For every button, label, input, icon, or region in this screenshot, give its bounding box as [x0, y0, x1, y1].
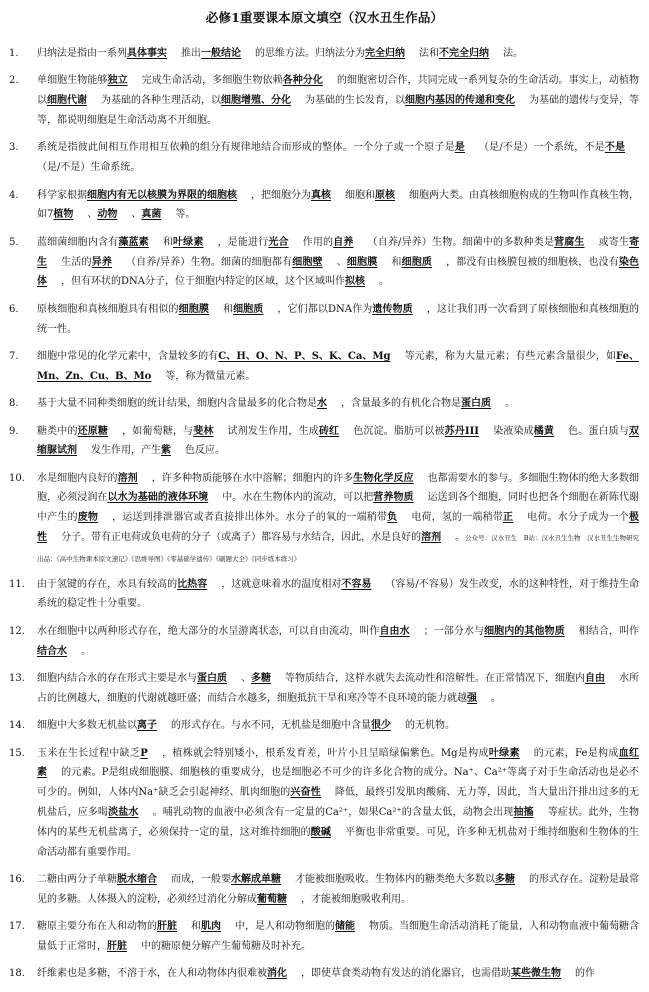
answer-blank: 营腐生	[554, 236, 585, 248]
answer-blank: 不完全归纳	[439, 48, 489, 59]
item-text: 平衡也非常重要。可见，许多种无机盐对于维持细胞和生物体的生命活动都有重要作用。	[37, 826, 640, 858]
list-item	[9, 422, 639, 462]
answer-blank: 营养物质	[373, 492, 414, 504]
answer-blank: C、H、O、N、P、S、K、Ca、Mg	[218, 350, 391, 362]
answer-blank: 一般结论	[201, 48, 241, 59]
answer-blank: 蛋白质	[461, 398, 491, 410]
answer-blank: 细胞质	[233, 303, 264, 315]
list-item	[9, 186, 639, 226]
item-number: 11.	[9, 578, 25, 590]
answer-blank: 强	[467, 692, 477, 704]
item-text: ，许多种物质能够在水中溶解；细胞内的许多	[151, 472, 354, 484]
answer-blank: 藻蓝素	[118, 236, 149, 248]
list-item	[9, 71, 639, 130]
item-text: 和	[162, 236, 173, 248]
item-number: 15.	[9, 747, 25, 759]
item-text: 为基础的生长发育，以	[305, 95, 405, 107]
item-text: 蓝细菌细胞内含有	[37, 236, 119, 248]
item-text: 等元素，称为大量元素；有些元素含量很少，如	[404, 350, 617, 362]
answer-blank: 溶剂	[117, 472, 138, 484]
item-text: 而成，一般要	[171, 874, 231, 885]
item-text: 水在细胞中以两种形式存在，绝大部分的水呈游离状态，可以自由流动，叫作	[37, 625, 380, 637]
item-text: 的元素，Fe是构成	[533, 747, 619, 759]
item-text: 和	[191, 921, 201, 933]
answer-blank: 离子	[137, 720, 157, 732]
item-text: 细胞中常见的化学元素中，含量较多的有	[37, 350, 219, 362]
list-item	[9, 575, 639, 615]
item-text: 发生作用，产生	[91, 445, 161, 457]
answer-blank: 染色体	[37, 256, 640, 288]
item-text: 等，称为微量元素。	[165, 370, 256, 382]
item-text: ，含量最多的有机化合物是	[341, 398, 461, 410]
item-number: 10.	[9, 472, 25, 484]
item-text: 等。	[175, 209, 196, 221]
item-text: 也都需要水的参与。多细胞生物体的绝大多数细胞，必须浸润在	[37, 472, 640, 504]
item-text: 推出	[181, 48, 201, 59]
item-text: 纤维素也是多糖，不溶于水，在人和动物体内很难被	[37, 968, 267, 980]
item-text: 单细胞生物能够	[37, 75, 108, 87]
item-text: ，但有环状的DNA分子，位于细胞内特定的区域，这个区域叫作	[61, 276, 345, 288]
answer-blank: 异养	[91, 256, 113, 268]
answer-blank: 拟核	[345, 276, 365, 288]
answer-blank: 光合	[268, 236, 289, 248]
item-text: 。	[505, 398, 515, 410]
list-item	[9, 744, 639, 863]
item-text: 细胞两大类。由真核细胞构成的生物叫作真核生物，如7	[37, 189, 639, 221]
item-text: 作用的	[302, 236, 334, 248]
answer-blank: 遗传物质	[372, 303, 413, 315]
answer-blank: 生物化学反应	[353, 472, 414, 484]
answer-blank: 真核	[311, 189, 331, 201]
item-text: 中。水在生物体内的流动，可以把	[222, 492, 374, 504]
item-text: 降低，最终引发肌肉酸痛、无力等，因此，当大量出汗排出过多的无机盐后，应多喝	[37, 787, 640, 819]
item-text: 的形式存在。与水不同，无机盐是细胞中含量	[171, 720, 371, 732]
item-text: 二糖由两分子单糖	[37, 874, 117, 885]
item-text: ，即使草食类动物有发达的消化器官，也需借助	[301, 968, 511, 980]
answer-blank: 废物	[77, 512, 99, 524]
item-text: 。	[491, 692, 501, 704]
item-text: 等物质结合，这样水就失去流动性和溶解性。在正常情况下，细胞内	[285, 673, 585, 685]
answer-blank: 原核	[375, 189, 395, 201]
item-text: 才能被细胞吸收。生物体内的糖类绝大多数以	[295, 874, 495, 885]
answer-blank: 肝脏	[107, 940, 127, 952]
item-number: 3.	[9, 142, 19, 154]
answer-blank: 溶剂	[421, 532, 442, 544]
item-number: 8.	[9, 398, 19, 410]
item-text: 的无机物。	[405, 720, 455, 732]
item-text: （容易/不容易）发生改变，水的这种特性，对于维持生命系统的稳定性十分重要。	[37, 578, 640, 610]
item-number: 12.	[9, 625, 25, 637]
item-number: 14.	[9, 720, 25, 732]
answer-blank: 植物	[53, 209, 74, 221]
answer-blank: 具体事实	[127, 48, 167, 59]
answer-blank: 蛋白质	[197, 673, 227, 685]
list-item	[9, 669, 639, 709]
item-text: 、	[336, 256, 347, 268]
item-text: 色沉淀。脂肪可以被	[353, 425, 445, 437]
item-text: 电荷，氢的一端稍带	[411, 512, 503, 524]
item-text: （是/不是）一个系统，不是	[478, 142, 605, 154]
item-text: ，植株就会特别矮小，根系发育差，叶片小且呈暗绿偏紫色。Mg是构成	[161, 747, 489, 759]
list-item	[9, 347, 639, 387]
item-text: ；一部分水与	[423, 625, 485, 637]
answer-blank: 水	[317, 398, 327, 410]
answer-blank: 抽搐	[513, 807, 534, 819]
item-text: 、	[87, 209, 98, 221]
item-text: 的元素。P是组成细胞膜、细胞核的重要成分，也是细胞必不可少的许多化合物的成分。Na⁺、Ca²⁺等离子对于生命活动也是必不可少的。例如，人体内Na⁺缺乏会引起神经、肌肉细胞的	[37, 767, 639, 799]
item-number: 6.	[9, 303, 19, 315]
answer-blank: 不是	[604, 142, 626, 154]
answer-blank: 比热容	[177, 578, 208, 590]
answer-blank: 肌肉	[201, 921, 221, 933]
item-text: 色。蛋白质与	[568, 425, 630, 437]
item-text: 由于氢键的存在，水具有较高的	[37, 578, 178, 590]
item-text: ，这就意味着水的温度相对	[221, 578, 342, 590]
question-list	[9, 44, 639, 992]
answer-blank: 自由	[585, 673, 605, 685]
item-text: 生活的	[61, 256, 92, 268]
list-item	[9, 964, 639, 984]
item-number: 13.	[9, 673, 25, 685]
answer-blank: 水解成单糖	[231, 874, 281, 885]
item-text: ，才能被细胞吸收利用。	[301, 893, 411, 905]
answer-blank: 动物	[97, 209, 118, 221]
list-item	[9, 300, 639, 340]
item-text: 相结合，叫作	[578, 625, 640, 637]
item-text: 和	[391, 256, 402, 268]
item-text: 的细胞密切合作，共同完成一系列复杂的生命活动。事实上，动植物以	[37, 75, 640, 107]
answer-blank: 是	[454, 142, 465, 154]
answer-blank: 寄生	[37, 236, 640, 268]
item-number: 18.	[9, 968, 25, 980]
list-item	[9, 138, 639, 178]
answer-blank: 各种分化	[282, 75, 323, 87]
answer-blank: P	[140, 747, 148, 759]
item-text: （自养/异养）生物。细菌的细胞都有	[126, 256, 293, 268]
item-text: 系统是指彼此间相互作用相互依赖的组分有规律地结合而形成的整体。一个分子或一个原子是	[37, 142, 455, 154]
page-title: 必修1重要课本原文填空（汉水丑生作品）	[205, 10, 444, 25]
answer-blank: 葡萄糖	[257, 893, 287, 905]
item-text: 物质。当细胞生命活动消耗了能量，人和动物血液中葡萄糖含量低于正常时，	[37, 921, 639, 952]
answer-blank: 不容易	[341, 578, 372, 590]
answer-blank: 细胞质	[401, 256, 433, 268]
answer-blank: 独立	[107, 75, 128, 87]
answer-blank: 细胞内有无以核膜为界限的细胞核	[87, 189, 237, 201]
list-item	[9, 870, 639, 910]
item-text: 等症状。此外，生物体内的某些无机盐离子，必须保持一定的量，这对维持细胞的	[37, 807, 640, 838]
item-text: 。	[81, 645, 91, 657]
answer-blank: 自养	[333, 236, 354, 248]
answer-blank: 储能	[335, 921, 355, 933]
answer-blank: 结合水	[37, 645, 67, 657]
item-text: 染液染成	[492, 425, 534, 437]
item-text: ，都没有由核膜包被的细胞核，也没有	[446, 256, 619, 268]
list-item	[9, 44, 639, 64]
item-text: 糖原主要分布在人和动物的	[37, 921, 157, 933]
list-item	[9, 622, 639, 662]
item-text: ，运送到排泄器官或者直接排出体外。水分子的氧的一端稍带	[112, 512, 388, 524]
item-text: 为基础的遗传与变异，等等，都说明细胞是生命活动离不开细胞。	[37, 95, 639, 126]
item-text: ，是能进行	[217, 236, 269, 248]
answer-blank: 负	[387, 512, 398, 524]
answer-blank: 消化	[267, 968, 287, 980]
answer-blank: 细胞内基因的传递和变化	[405, 95, 515, 107]
item-number: 2.	[9, 75, 19, 87]
list-item	[9, 469, 639, 570]
item-text: 细胞内结合水的存在形式主要是水与	[37, 673, 197, 685]
answer-blank: 极性	[37, 512, 640, 544]
answer-blank: 细胞膜	[346, 256, 378, 268]
list-item	[9, 716, 639, 736]
answer-blank: 酸碱	[310, 826, 332, 838]
item-text: 水是细胞内良好的	[37, 472, 118, 484]
item-number: 16.	[9, 874, 25, 885]
item-text: 的思维方法。归纳法分为	[255, 48, 365, 59]
answer-blank: 多糖	[251, 673, 271, 685]
item-text: 糖类中的	[37, 425, 78, 437]
item-text: 完成生命活动，多细胞生物依赖	[141, 75, 283, 87]
item-text: 细胞和	[345, 189, 375, 201]
answer-blank: 橘黄	[533, 425, 555, 437]
answer-blank: 叶绿素	[173, 236, 204, 248]
list-item	[9, 917, 639, 957]
answer-blank: 双缩脲试剂	[37, 425, 640, 457]
item-text: 法。	[503, 48, 523, 59]
answer-blank: 细胞内的其他物质	[484, 625, 565, 637]
answer-blank: 苏丹III	[444, 425, 479, 437]
answer-blank: 紫	[161, 445, 171, 457]
item-text: 细胞中大多数无机盐以	[37, 720, 137, 732]
item-text: ，这让我们再一次看到了原核细胞和真核细胞的统一性。	[37, 303, 640, 335]
list-item	[9, 394, 639, 414]
answer-blank: 自由水	[379, 625, 410, 637]
item-text: 的形式存在。淀粉是最常见的多糖。人体摄入的淀粉，必须经过消化分解成	[37, 874, 639, 905]
answer-blank: 很少	[371, 720, 391, 732]
item-text: 或寄生	[598, 236, 630, 248]
list-item	[9, 233, 639, 292]
answer-blank: 血红素	[37, 747, 640, 779]
item-text: 中，是人和动物细胞的	[235, 921, 335, 933]
item-number: 4.	[9, 189, 19, 201]
answer-blank: 以水为基础的液体环境	[107, 492, 209, 504]
item-text: ，如葡萄糖，与	[122, 425, 194, 437]
item-number: 1.	[9, 48, 19, 59]
item-text: ，把细胞分为	[251, 189, 311, 201]
item-text: 色反应。	[185, 445, 225, 457]
answer-blank: 脱水缩合	[117, 874, 157, 885]
item-text: 、	[131, 209, 142, 221]
answer-blank: 细胞代谢	[47, 95, 87, 107]
answer-blank: 兴奋性	[290, 787, 321, 799]
answer-blank: 肝脏	[157, 921, 177, 933]
item-text: （是/不是）生命系统。	[37, 162, 141, 174]
item-text: 归纳法是指由一系列	[37, 48, 127, 59]
item-text: 和	[222, 303, 234, 315]
answer-blank: 斐林	[193, 425, 214, 437]
answer-blank: 多糖	[495, 874, 515, 885]
answer-blank: 细胞增殖、分化	[221, 95, 291, 107]
item-text: （自养/异养）生物。细菌中的多数种类是	[367, 236, 555, 248]
item-text: 原核细胞和真核细胞具有相似的	[37, 303, 179, 315]
item-text: 、	[241, 673, 251, 685]
answer-blank: 砖红	[318, 425, 340, 437]
answer-blank: Fe、Mn、Zn、Cu、B、Mo	[37, 350, 639, 382]
item-text: 运送到各个细胞，同时也把各个细胞在新陈代谢中产生的	[37, 492, 640, 524]
item-number: 17.	[9, 921, 25, 933]
answer-blank: 淡盐水	[108, 807, 139, 819]
item-number: 9.	[9, 425, 19, 437]
item-number: 5.	[9, 236, 19, 248]
item-text: 为基础的各种生理活动，以	[101, 95, 221, 107]
answer-blank: 细胞壁	[292, 256, 323, 268]
item-text: 电荷。水分子成为一个	[527, 512, 630, 524]
answer-blank: 细胞膜	[178, 303, 209, 315]
item-text: 中的糖原便分解产生葡萄糖及时补充。	[141, 940, 311, 952]
watermark-note: 公众号：汉水丑生 B站：汉水丑生生物 汉水丑生生物研究出品：《高中生物课本原文速记》《思维导图》《零基础学遗传》《刷题大全》《同步练本练习》	[37, 534, 640, 563]
item-text: 试剂发生作用，生成	[227, 425, 319, 437]
answer-blank: 还原糖	[77, 425, 109, 437]
item-number: 7.	[9, 350, 19, 362]
answer-blank: 正	[502, 512, 514, 524]
answer-blank: 某些微生物	[511, 968, 561, 980]
item-text: 。哺乳动物的血液中必须含有一定量的Ca²⁺，如果Ca²⁺的含量太低，动物会出现	[152, 807, 514, 819]
item-text: 。	[455, 532, 466, 544]
item-text: 基于大量不同种类细胞的统计结果，细胞内含量最多的化合物是	[37, 398, 317, 410]
item-text: ，它们都以DNA作为	[277, 303, 373, 315]
item-text: 玉米在生长过程中缺乏	[37, 747, 141, 759]
answer-blank: 叶绿素	[488, 747, 520, 759]
answer-blank: 真菌	[141, 209, 162, 221]
item-text: 法和	[419, 48, 439, 59]
item-text: 。	[379, 276, 389, 288]
answer-blank: 完全归纳	[365, 48, 405, 59]
item-text: 水所占的比例越大，细胞的代谢就越旺盛；而结合水越多，细胞抵抗干旱和寒冷等不良环境的能力就越	[37, 673, 639, 704]
item-text: 科学家根据	[37, 189, 87, 201]
item-text: 分子。带有正电荷或负电荷的分子（或离子）都容易与水结合，因此，水是良好的	[61, 532, 422, 544]
item-text: 的作	[575, 968, 595, 980]
